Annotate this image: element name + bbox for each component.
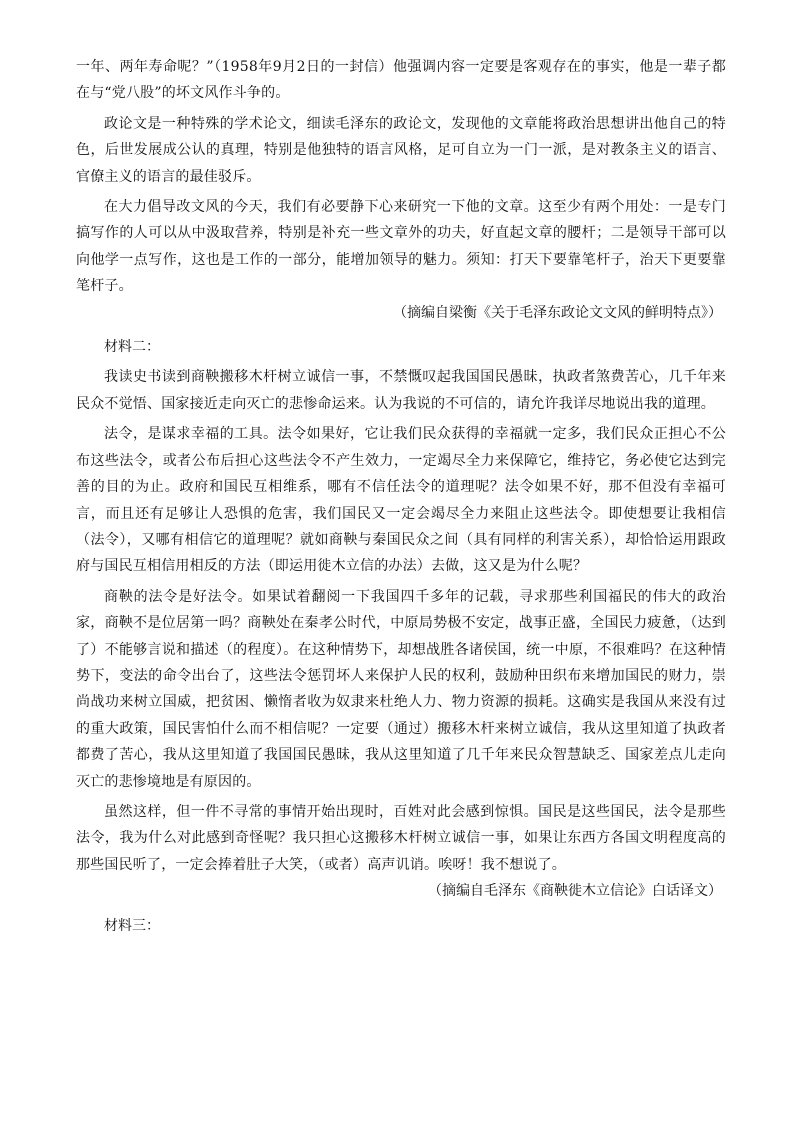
material1-source: （摘编自梁衡《关于毛泽东政论文文风的鲜明特点》） (393, 304, 722, 321)
material2-paragraph-1: 我读史书读到商鞅搬移木杆树立诚信一事，不禁慨叹起我国国民愚昧，执政者煞费苦心，几千年来民众不觉悟、国家接近走向灭亡的悲惨命运来。认为我说的不可信的，请允许我详尽地说出我的道理。 (76, 369, 726, 412)
material2-paragraph-4: 虽然这样，但一件不寻常的事情开始出现时，百姓对此会感到惊惧。国民是这些国民，法令是那些法令，我为什么对此感到奇怪呢？我只担心这搬移木杆树立诚信一事，如果让东西方各国文明程度高的那些国民听了，一定会捧着肚子大笑，（或者）高声讥诮。唉呀！我不想说了。 (76, 803, 726, 873)
material3-label: 材料三： (104, 917, 160, 934)
material1-paragraph-2: 政论文是一种特殊的学术论文，细读毛泽东的政论文，发现他的文章能将政治思想讲出他自己的特色，后世发展成公认的真理，特别是他独特的语言风格，足可自立为一门一派，是对教条主义的语言、官僚主义的语言的最佳驳斥。 (76, 115, 726, 185)
material2-label: 材料二： (104, 339, 160, 356)
material1-paragraph-1: 一年、两年寿命呢？”（1958年9月2日的一封信）他强调内容一定要是客观存在的事实，他是一辈子都在与“党八股”的坏文风作斗争的。 (76, 59, 726, 102)
material1-paragraph-3: 在大力倡导改文风的今天，我们有必要静下心来研究一下他的文章。这至少有两个用处：一是专门搞写作的人可以从中汲取营养，特别是补充一些文章外的功夫，好直起文章的腰杆；二是领导干部可以向他学一点写作，这也是工作的一部分，能增加领导的魅力。须知：打天下要靠笔杆子，治天下更要靠笔杆子。 (76, 199, 726, 295)
document-page (76, 54, 726, 939)
material2-paragraph-3: 商鞅的法令是好法令。如果试着翻阅一下我国四千多年的记载，寻求那些利国福民的伟大的政治家，商鞅不是位居第一吗？商鞅处在秦孝公时代，中原局势极不安定，战事正盛，全国民力疲惫，（达到了）不能够言说和描述（的程度）。在这种情势下，却想战胜各诸侯国，统一中原，不很难吗？在这种情势下，变法的命令出台了，这些法令惩罚坏人来保护人民的权利，鼓励种田织布来增加国民的财力，崇尚战功来树立国威，把贫困、懒惰者收为奴隶来杜绝人力、物力资源的损耗。这确实是我国从来没有过的重大政策，国民害怕什么而不相信呢？一定要（通过）搬移木杆来树立诚信，我从这里知道了执政者都费了苦心，我从这里知道了我国国民愚昧，我从这里知道了几千年来民众智慧缺乏、国家差点儿走向灭亡的悲惨境地是有原因的。 (76, 588, 726, 790)
material2-source: （摘编自毛泽东《商鞅徙木立信论》白话译文） (428, 883, 722, 900)
material2-paragraph-2: 法令，是谋求幸福的工具。法令如果好，它让我们民众获得的幸福就一定多，我们民众正担心不公布这些法令，或者公布后担心这些法令不产生效力，一定竭尽全力来保障它，维持它，务必使它达到完善的目的为止。政府和国民互相维系，哪有不信任法令的道理呢？法令如果不好，那不但没有幸福可言，而且还有足够让人恐惧的危害，我们国民又一定会竭尽全力来阻止这些法令。即使想要让我相信（法令），又哪有相信它的道理呢？就如商鞅与秦国民众之间（具有同样的利害关系），却恰恰运用跟政府与国民互相信用相反的方法（即运用徙木立信的办法）去做，这又是为什么呢？ (76, 426, 726, 575)
